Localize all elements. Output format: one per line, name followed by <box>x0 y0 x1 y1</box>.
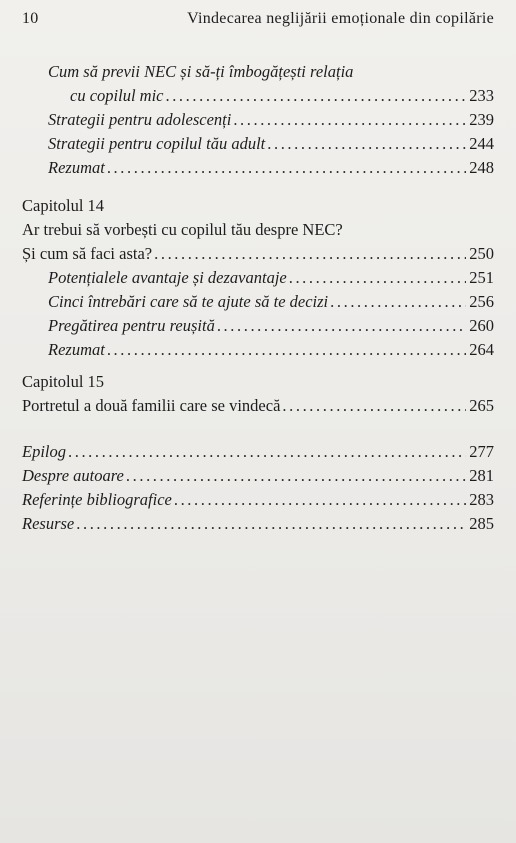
toc-entry-title: Rezumat <box>48 340 105 359</box>
toc-page-number: 265 <box>469 396 494 415</box>
dot-leader <box>76 512 466 536</box>
toc-page-number: 251 <box>469 268 494 287</box>
toc-entry <box>22 440 494 464</box>
toc-page-number: 260 <box>469 316 494 335</box>
dot-leader <box>282 394 466 418</box>
dot-leader <box>165 84 466 108</box>
dot-leader <box>68 440 466 464</box>
toc-page-number: 285 <box>469 514 494 533</box>
toc-entry <box>22 290 494 314</box>
toc-entry-title: Rezumat <box>48 158 105 177</box>
toc-entry <box>22 266 494 290</box>
toc-entry <box>22 464 494 488</box>
dot-leader <box>267 132 466 156</box>
dot-leader <box>217 314 466 338</box>
toc-entry-title: Pregătirea pentru reușită <box>48 316 215 335</box>
dot-leader <box>107 338 466 362</box>
toc-page-number: 281 <box>469 466 494 485</box>
toc-entry-title: Cinci întrebări care să te ajute să te decizi <box>48 292 329 311</box>
toc-entry-title: cu copilul mic <box>70 86 164 105</box>
dot-leader <box>330 290 466 314</box>
chapter-label: Capitolul 14 <box>22 196 105 215</box>
running-title: Vindecarea neglijării emoționale din copilărie <box>187 10 494 27</box>
toc-entry-title: Strategii pentru adolescenți <box>48 110 232 129</box>
toc-entry-title: Potențialele avantaje și dezavantaje <box>48 268 287 287</box>
toc-entry-title: Despre autoare <box>22 466 124 485</box>
toc-entry-title: Epilog <box>22 442 66 461</box>
toc-entry-title: Resurse <box>22 514 75 533</box>
toc-page-number: 233 <box>469 86 494 105</box>
dot-leader <box>174 488 466 512</box>
toc-entry <box>22 84 494 108</box>
toc-page-number: 256 <box>469 292 494 311</box>
toc-page-number: 239 <box>469 110 494 129</box>
page-header <box>22 10 494 28</box>
toc-entry <box>22 394 494 418</box>
toc-entry <box>22 156 494 180</box>
toc-page-number: 250 <box>469 244 494 263</box>
dot-leader <box>289 266 467 290</box>
dot-leader <box>126 464 466 488</box>
toc-entry <box>22 242 494 266</box>
dot-leader <box>154 242 466 266</box>
toc-page-number: 277 <box>469 442 494 461</box>
toc-entry-title: Strategii pentru copilul tău adult <box>48 134 266 153</box>
chapter-title: Și cum să faci asta? <box>22 244 153 263</box>
chapter-title: Ar trebui să vorbești cu copilul tău despre NEC? <box>22 220 343 239</box>
toc-page-number: 264 <box>469 340 494 359</box>
toc-entry <box>22 132 494 156</box>
dot-leader <box>107 156 466 180</box>
toc-entry <box>22 512 494 536</box>
chapter-label: Capitolul 15 <box>22 372 105 391</box>
table-of-contents <box>22 60 494 536</box>
toc-entry <box>22 488 494 512</box>
toc-page-number: 283 <box>469 490 494 509</box>
toc-entry <box>22 108 494 132</box>
toc-entry-title: Referințe bibliografice <box>22 490 172 509</box>
toc-page-number: 244 <box>469 134 494 153</box>
page-number: 10 <box>22 10 39 27</box>
toc-page-number: 248 <box>469 158 494 177</box>
toc-entry <box>22 338 494 362</box>
dot-leader <box>233 108 466 132</box>
chapter-title: Portretul a două familii care se vindecă <box>22 396 281 415</box>
toc-entry <box>22 314 494 338</box>
toc-entry-title: Cum să previi NEC și să-ți îmbogățești relația <box>48 62 354 81</box>
